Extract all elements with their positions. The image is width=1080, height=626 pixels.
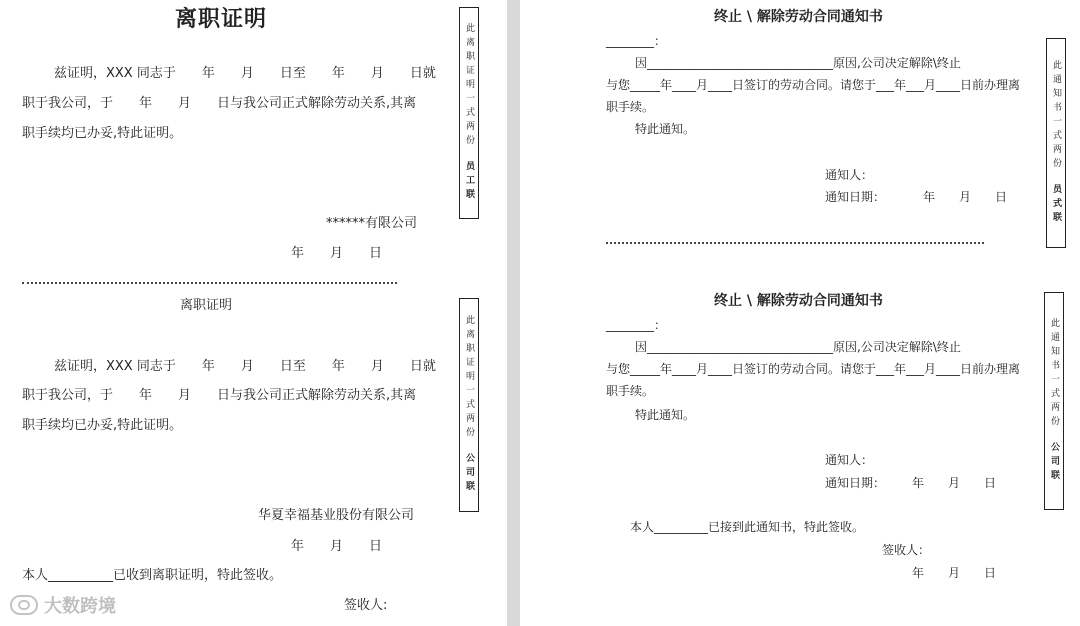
certificate-1-line1: 兹证明，XXX 同志于 年 月 日至 年 月 日就 — [54, 66, 436, 81]
notice-2-notifier: 通知人： — [825, 453, 874, 467]
certificate-1-company: ******有限公司 — [326, 216, 418, 231]
notice-2-line2: 与您_____年____月____日签订的劳动合同。请您于___年___月____日前办理离 — [606, 362, 1021, 376]
watermark — [10, 592, 116, 618]
notice-2-line4: 特此通知。 — [635, 408, 696, 422]
notice-2-receipt: 本人_________已接到此通知书，特此签收。 — [630, 520, 865, 534]
notice-1-line1: 因_______________________________原因,公司决定解除\终止 — [635, 56, 961, 70]
certificate-2-line1: 兹证明，XXX 同志于 年 月 日至 年 月 日就 — [54, 359, 436, 374]
certificate-1-line3: 职手续均已办妥,特此证明。 — [22, 126, 183, 141]
certificate-2-line2: 职于我公司，于 年 月 日与我公司正式解除劳动关系,其离 — [22, 388, 417, 403]
certificate-1-date: 年 月 日 — [291, 246, 383, 261]
stub-label: 公司联 — [464, 453, 474, 495]
certificate-2-receipt: 本人__________已收到离职证明，特此签收。 — [22, 568, 283, 583]
certificate-2-signer: 签收人: — [344, 598, 388, 613]
stub-text: 此离职证明一式两份 — [464, 23, 474, 149]
certificate-2-date: 年 月 日 — [291, 539, 383, 554]
notice-1-line4: 特此通知。 — [635, 122, 696, 136]
notice-2-signer: 签收人： — [882, 543, 931, 557]
stub-label: 公司联 — [1049, 442, 1059, 484]
notice-1-line3: 职手续。 — [606, 100, 655, 114]
stub-text: 此离职证明一式两份 — [464, 315, 474, 441]
notice-2-title: 终止 \ 解除劳动合同通知书 — [714, 293, 883, 309]
watermark-text: 大数跨境 — [44, 596, 116, 617]
left-page — [0, 0, 507, 626]
stub-company-copy — [1044, 292, 1064, 510]
page-gutter — [507, 0, 520, 626]
certificate-1-line2: 职于我公司，于 年 月 日与我公司正式解除劳动关系,其离 — [22, 96, 417, 111]
certificate-2-title: 离职证明 — [180, 298, 233, 313]
certificate-2-company: 华夏幸福基业股份有限公司 — [258, 508, 415, 523]
certificate-2-line3: 职手续均已办妥,特此证明。 — [22, 418, 183, 433]
notice-1-notifier: 通知人： — [825, 168, 874, 182]
notice-2-line3: 职手续。 — [606, 384, 655, 398]
notice-1-salutation: ________： — [606, 34, 667, 48]
watermark-logo-icon — [10, 595, 38, 615]
notice-2-date: 年 月 日 — [912, 566, 997, 580]
notice-2-line1: 因_______________________________原因,公司决定解除\终止 — [635, 340, 961, 354]
cut-line — [22, 282, 397, 284]
notice-1-title: 终止 \ 解除劳动合同通知书 — [714, 9, 883, 25]
notice-2-salutation: ________： — [606, 318, 667, 332]
notice-2-date-value: 年 月 日 — [912, 476, 997, 490]
right-page — [520, 0, 1080, 626]
stub-employee-copy — [459, 7, 479, 219]
notice-1-date-value: 年 月 日 — [923, 190, 1008, 204]
notice-1-line2: 与您_____年____月____日签订的劳动合同。请您于___年___月____日前办理离 — [606, 78, 1021, 92]
stub-label: 员式联 — [1051, 184, 1061, 226]
notice-1-date-label: 通知日期： — [825, 190, 886, 204]
stub-company-copy — [459, 298, 479, 512]
cut-line — [606, 242, 984, 244]
notice-2-date-label: 通知日期： — [825, 476, 886, 490]
stub-text: 此通知书一式两份 — [1049, 318, 1059, 430]
stub-label: 员工联 — [464, 161, 474, 203]
stub-employee-copy — [1046, 38, 1066, 248]
certificate-1-title: 离职证明 — [175, 7, 268, 32]
stub-text: 此通知书一式两份 — [1051, 60, 1061, 172]
